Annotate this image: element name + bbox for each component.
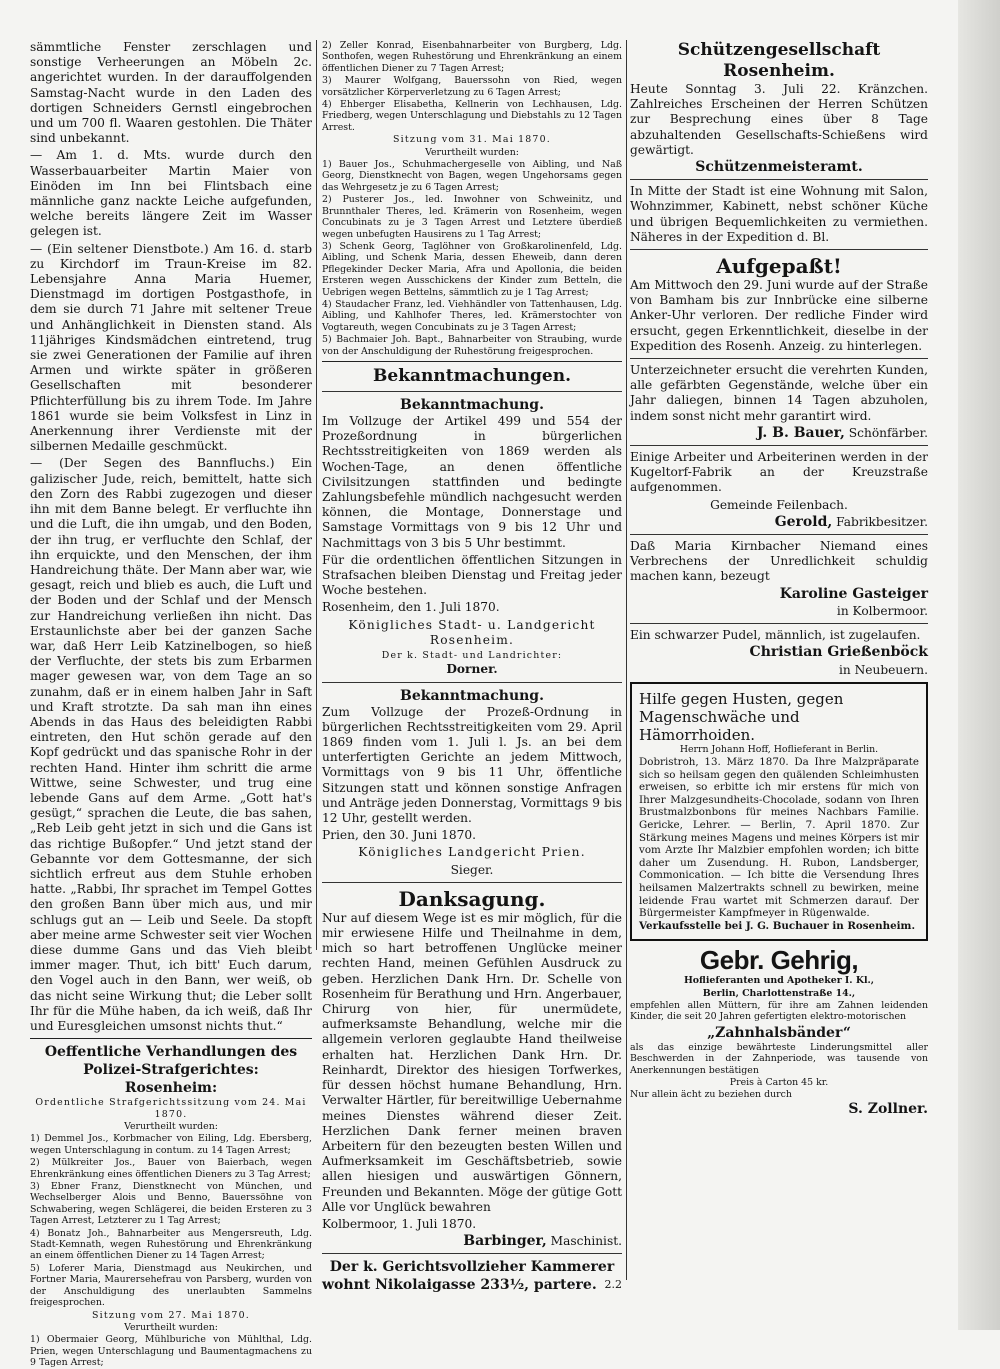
section-divider xyxy=(630,179,928,180)
lost-watch-text: Am Mittwoch den 29. Juni wurde auf der Straße von Bamham bis zur Innbrücke eine silberne Anker-Uhr verloren. Der redliche Finder wird ersucht, gegen Erkenntlichkeit, dieselbe in der Expedition des Rosenh. Anzeig. zu hinterlegen. xyxy=(630,278,928,353)
verdict-item: 2) Mülkreiter Jos., Bauer von Baierbach, wegen Ehrenkränkung eines öffentlichen Dieners zu 3 Tag Arrest; xyxy=(30,1157,312,1180)
gehrig-address: Berlin, Charlottenstraße 14., xyxy=(702,987,856,999)
verdict-item: 3) Ebner Franz, Dienstknecht von München, und Wechselberger Alois und Benno, Bauerssöhne von Schwabering, wegen Schlägerei, die beiden Ersteren zu 3 Tagen Arrest, Letzterer zu 1 Tag Arrest; xyxy=(30,1181,312,1227)
section-divider xyxy=(322,882,622,883)
workers-ad: Einige Arbeiter und Arbeiterinen werden in der Kugeltorf-Fabrik an der Kreuzstraße aufgenommen. xyxy=(630,450,928,495)
section-divider xyxy=(630,249,928,250)
verdict-item: 1) Bauer Jos., Schuhmachergeselle von Aibling, und Naß Georg, Dienstknecht von Bagen, wegen Ungehorsams gegen das Wehrgesetz je zu 6 Tagen Arrest; xyxy=(322,159,622,193)
malt-ad-sale: Verkaufsstelle bei J. G. Buchauer in Rosenheim. xyxy=(639,919,916,932)
malt-ad-box xyxy=(630,682,928,942)
verdict-item: 4) Bonatz Joh., Bahnarbeiter aus Mengersreuth, Ldg. Stadt-Kemnath, wegen Ruhestörung und Ehrenkränkung an einem öffentlichen Diener zu 14 Tagen Arrest; xyxy=(30,1227,312,1262)
thanks-text: Nur auf diesem Wege ist es mir möglich, für die mir erwiesene Hilfe und Theilnahme in dem, mich so hart betroffenen Unglücke meiner rechten Hand, meinen Gefühlen Ausdruck zu geben. Herzlichen Dank Hrn. Dr. Schelle von Rosenheim für Berathung und Hrn. Angerbauer, Chirurg von hier, für unermüdete, aufmerksamste Behandlung, welche mir die allgemein verloren geglaubte Hand theilweise erhalten hat. Herzlichen Dank Hrn. Dr. Reinhardt, Direktor des hiesigen Torfwerkes, für dessen höchst humane Behandlung, Hrn. Verwalter Härtler, für bereitwillige Uebernahme meines Dienstes während dieser Zeit. Herzlichen Dank ferner meinen braven Arbeitern für den bezeugten besten Willen und Aufmerksamkeit im Geschäftsbetrieb, sowie allen hiesigen und auswärtigen Gönnern, Freunden und Bekannten. Möge der gütige Gott Alle vor Unglück bewahren xyxy=(322,910,622,1214)
testimony-place: in Kolbermoor. xyxy=(836,603,928,618)
judge-name: Sieger. xyxy=(450,862,494,877)
signature-role: Schönfärber. xyxy=(848,425,928,440)
ad-number: 2.2 xyxy=(604,1278,622,1292)
bailiff-address xyxy=(322,1276,622,1294)
society-text: Heute Sonntag 3. Juli 22. Kränzchen. Zahlreiches Erscheinen der Herren Schützen zur Besprechung eines über 8 Tage abzuhaltenden Gesellschafts-Schießens wird gewärtigt. xyxy=(630,82,928,157)
news-paragraph: — (Ein seltener Dienstbote.) Am 16. d. starb zu Kirchdorf im Traun-Kreise im 82. Lebensjahre Anna Maria Huemer, Dienstmagd im dortigen Postgasthofe, in dem sie durch 71 Jahre mit seltener Treue und Anhänglichkeit in Diensten stand. Als 11jähriges Kindsmädchen eintretend, trug sie zwei Generationen der Familie auf ihren Armen und wirkte später in größeren Gesellschaften mit besonderer Pflichterfüllung bis zu ihrem Tode. Im Jahre 1861 wurde sie beim Volksfest in Linz in Anerkennung ihrer Verdienste mit der silbernen Medaille geschmückt. xyxy=(30,241,312,454)
session-heading: Sitzung vom 27. Mai 1870. xyxy=(92,1309,250,1321)
malt-ad-text: Dobristroh, 13. März 1870. Da Ihre Malzpräparate sich so heilsam gegen den quälenden Schleimhusten erweisen, so erbitte ich mir erstens für mich von Ihrer Malzgesundheits-Chocolade, sodann von Ihren Brustmalzbonbons für meines Nachbars Familie. Gericke, Lehrer. — Berlin, 7. April 1870. Zur Stärkung meines Magens und meines Körpers ist mir vom Arzte Ihr Malzbier empfohlen worden; ich bitte daher um Zusendung. H. Rubon, Landsberger, Commonication. — Ich bitte die Versendung Ihres heilsamen Malzertrakts schnell zu bewirken, meine leidende Frau wartet mit Schmerzen darauf. Der Bürgermeister Kampfmeyer in Rügenwalde. xyxy=(639,756,919,920)
poodle-place: in Neubeuern. xyxy=(839,662,928,677)
column-rule-1 xyxy=(316,40,317,950)
section-divider xyxy=(630,445,928,446)
verdict-item: 5) Bachmaier Joh. Bapt., Bahnarbeiter von Straubing, wurde von der Anschuldigung der Ruhestörung freigesprochen. xyxy=(322,334,622,357)
section-divider xyxy=(322,361,622,362)
session-heading: Sitzung vom 31. Mai 1870. xyxy=(393,134,551,146)
judge-name: Dorner. xyxy=(446,662,498,677)
gehrig-seller: S. Zollner. xyxy=(848,1100,928,1117)
malt-ad-address: Herrn Johann Hoff, Hoflieferant in Berlin. xyxy=(679,743,879,755)
column-middle xyxy=(322,40,622,1330)
verdict-item: 3) Schenk Georg, Taglöhner von Großkarolinenfeld, Ldg. Aibling, und Schenk Maria, dessen Eheweib, dann deren Pflegekinder Decker Maria, Afra und Apollonia, die beiden Ersteren wegen Ausschickens der Kinder zum Betteln, die Uebrigen wegen Bettelns, sämmtlich zu je 1 Tag Arrest; xyxy=(322,240,622,298)
news-paragraph: — (Der Segen des Bannfluchs.) Ein galizischer Jude, reich, bemittelt, hatte sich den Zorn des Rabbi zugezogen und dieser ihn mit dem Banne belegt. Er verfluchte ihn und die Luft, die ihn umgab, und den Boden, der ihn trug, er verfluchte den Schlaf, der ihn erquickte, und den Menschen, der ihm Handreichung thäte. Der Mann aber war, wie gesagt, reich und blieb es auch, die Luft und der Boden und der Schlaf und der Mensch zur Handreichung verließen ihn nicht. Das Erstaunlichste aber bei der ganzen Sache war, daß Herr Leib Katzinelbogen, so hieß der Verfluchte, der stets bis zum Erbarmen mager gewesen war, von dem Tage an so zunahm, daß er in einem halben Jahr in Saft und Kraft strotzte. Da sah man ihn eines Abends in das Haus des beleidigten Rabbi eintreten, den Hut schön gerade auf den Kopf gedrückt und das spanische Rohr in der rechten Hand. Hinter ihm schritt die arme Wittwe, seine Schwester, und trug eine lebende Gans auf dem Arme. „Gott hat's gesügt,“ sprachen die Leute, die bas sahen, „Reb Leib geht jetzt in sich und die Gans ist das richtige Bußopfer.“ Und jetzt stand der Gebannte vor dem Gottesmanne, der sich sichtlich erfreut aus dem Stuhle erhoben hatte. „Rabbi, Ihr sprachet im Tempel Gottes den großen Bann über mich aus, und mir schlugs gut an — Leib und Seele. Da stopft aber meine arme Schwester seit vier Wochen diese dumme Gans und das Vieh bleibt immer mager. Thut, ich bitt' Euch darum, den Vogel auch in den Bann, wer weiß, ob das nicht seine Wirkung thut; die Leber sollt Ihr für die Mühe haben, da ich weiß, daß Ihr und Euresgleichen umsonst nichts thut.“ xyxy=(30,456,312,1033)
column-left xyxy=(30,40,312,1369)
society-signature: Schützenmeisteramt. xyxy=(695,159,863,176)
section-divider xyxy=(630,623,928,624)
verdict-item: 1) Demmel Jos., Korbmacher von Eiling, Ldg. Ebersberg, wegen Unterschlagung in contum. zu 14 Tagen Arrest; xyxy=(30,1133,312,1156)
verdict-item: 1) Obermaier Georg, Mühlburiche von Mühlthal, Ldg. Prien, wegen Unterschlagung und Baumentagmachens zu 9 Tagen Arrest; xyxy=(30,1334,312,1369)
signature-name: J. B. Bauer, xyxy=(756,424,845,441)
verdict-label: Verurtheilt wurden: xyxy=(425,146,519,158)
column-rule-2 xyxy=(626,40,627,1280)
gehrig-title: Gebr. Gehrig, xyxy=(699,945,859,976)
bailiff-address-text: wohnt Nikolaigasse 233½, partere. xyxy=(322,1277,597,1294)
gehrig-price: Preis à Carton 45 kr. xyxy=(729,1077,829,1089)
announcements-heading: Bekanntmachungen. xyxy=(373,365,571,386)
society-title: Schützengesellschaft Rosenheim. xyxy=(677,40,881,81)
gehrig-product: „Zahnhalsbänder“ xyxy=(707,1024,851,1041)
court-name: Königliches Landgericht Prien. xyxy=(358,845,586,860)
testimony-ad: Daß Maria Kirnbacher Niemand eines Verbrechens der Unredlichkeit schuldig machen kann, bezeugt xyxy=(630,539,928,584)
workers-signature xyxy=(630,515,928,530)
gehrig-only: Nur allein ächt zu beziehen durch xyxy=(630,1089,792,1101)
verdict-item: 2) Pusterer Jos., led. Inwohner von Schweinitz, und Brunnthaler Theres, led. Krämerin von Rosenheim, wegen Concubinats zu je 3 Tagen Arrest und Letztere überdieß wegen unbefugten Hausirens zu 1 Tag Arrest; xyxy=(322,194,622,240)
news-paragraph: sämmtliche Fenster zerschlagen und sonstige Verheerungen an Möbeln 2c. angerichtet wurden. In der darauffolgenden Samstag-Nacht wurde in den Laden des dortigen Schneiders Gernstl eingebrochen und um 700 fl. Waaren gestohlen. Die Thäter sind unbekannt. xyxy=(30,40,312,146)
announcement-date: Rosenheim, den 1. Juli 1870. xyxy=(322,600,500,615)
section-divider xyxy=(630,358,928,359)
bailiff-line: Der k. Gerichtsvollzieher Kammerer xyxy=(329,1259,615,1276)
signature-role: Fabrikbesitzer. xyxy=(836,514,928,529)
thanks-title: Danksagung. xyxy=(398,886,546,911)
malt-ad-title: Hilfe gegen Husten, gegen Magenschwäche und Hämorrhoiden. xyxy=(639,689,844,744)
dyer-ad: Unterzeichneter ersucht die verehrten Kunden, alle gefärbten Gegenstände, welche über ein Jahr daliegen, binnen 14 Tagen abzuholen, indem sonst nicht mehr garantirt wird. xyxy=(630,363,928,423)
gehrig-text: empfehlen allen Müttern, für ihre am Zahnen leidenden Kinder, die seit 20 Jahren gefertigten elektro-motorischen xyxy=(630,1000,928,1023)
police-heading: Oeffentliche Verhandlungen des Polizei-Strafgerichtes: xyxy=(44,1044,298,1079)
verdict-item: 5) Loferer Maria, Dienstmagd aus Neukirchen, und Fortner Maria, Maurersehefrau von Parsberg, wurden von der Anschuldigung des unerlaubten Sammelns freigesprochen. xyxy=(30,1262,312,1309)
verdict-item: 3) Maurer Wolfgang, Bauerssohn von Ried, wegen vorsätzlicher Körperverletzung zu 6 Tagen Arrest; xyxy=(322,75,622,98)
section-divider xyxy=(322,391,622,392)
announcement-date: Prien, den 30. Juni 1870. xyxy=(322,828,476,843)
announcement-text: Für die ordentlichen öffentlichen Sitzungen in Strafsachen bleiben Dienstag und Freitag jeder Woche bestehen. xyxy=(322,552,622,598)
news-paragraph: — Am 1. d. Mts. wurde durch den Wasserbauarbeiter Martin Maier von Einöden im Inn bei Flintsbach eine männliche ganz nackte Leiche aufgefunden, welche bereits längere Zeit im Wasser gelegen ist. xyxy=(30,148,312,239)
poodle-signature: Christian Grießenböck xyxy=(749,644,928,661)
section-divider xyxy=(30,1038,312,1039)
announcement-title: Bekanntmachung. xyxy=(400,687,544,704)
dyer-signature xyxy=(630,426,928,441)
section-divider xyxy=(630,534,928,535)
gehrig-text: als das einzige bewährteste Linderungsmittel aller Beschwerden in der Zahnperiode, was tausende von Anerkennungen bestätigen xyxy=(630,1041,928,1076)
poodle-ad: Ein schwarzer Pudel, männlich, ist zugelaufen. xyxy=(630,628,921,643)
verdict-label: Verurtheilt wurden: xyxy=(124,1121,218,1133)
announcement-title: Bekanntmachung. xyxy=(400,396,544,413)
verdict-item: 2) Zeller Konrad, Eisenbahnarbeiter von Burgberg, Ldg. Sonthofen, wegen Ruhestörung und Ehrenkränkung an einem öffentlichen Diener zu 7 Tagen Arrest; xyxy=(322,40,622,74)
signature-role: Maschinist. xyxy=(550,1234,622,1249)
session-heading: Ordentliche Strafgerichtssitzung vom 24. Mai 1870. xyxy=(35,1097,307,1120)
column-right xyxy=(630,40,928,1315)
thanks-signature xyxy=(322,1234,622,1249)
apartment-ad: In Mitte der Stadt ist eine Wohnung mit Salon, Wohnzimmer, Kabinett, nebst schöner Küche und übrigen Bequemlichkeiten zu vermiethen. Näheres in der Expedition d. Bl. xyxy=(630,184,928,244)
court-name: Königliches Stadt- u. Landgericht Rosenheim. xyxy=(348,617,596,647)
page-edge-shadow xyxy=(958,0,1000,1330)
judge-label: Der k. Stadt- und Landrichter: xyxy=(381,650,563,662)
lost-watch-title: Aufgepaßt! xyxy=(716,254,842,279)
testimony-signature: Karoline Gasteiger xyxy=(779,585,928,602)
gehrig-subtitle: Hoflieferanten und Apotheker I. Kl., xyxy=(683,975,875,987)
verdict-item: 4) Staudacher Franz, led. Viehhändler von Tattenhausen, Ldg. Aibling, und Kahlhofer Theres, led. Krämerstochter von Vogtareuth, wegen Concubinats zu je 3 Tagen Arrest; xyxy=(322,298,622,333)
signature-name: Barbinger, xyxy=(463,1233,547,1250)
verdict-item: 4) Ehberger Elisabetha, Kellnerin von Lechhausen, Ldg. Friedberg, wegen Unterschlagung und Diebstahls zu 12 Tagen Arrest. xyxy=(322,99,622,133)
verdict-label: Verurtheilt wurden: xyxy=(124,1321,218,1333)
workers-place: Gemeinde Feilenbach. xyxy=(710,497,848,512)
police-place: Rosenheim: xyxy=(124,1080,218,1097)
announcement-text: Zum Vollzuge der Prozeß-Ordnung in bürgerlichen Rechtsstreitigkeiten vom 29. April 1869 finden vom 1. Juli l. Js. an bei dem unterfertigten Gerichte an jedem Mittwoch, Vormittags von 9 bis 11 Uhr, öffentliche Sitzungen statt und können sonstige Anfragen und Anträge jeden Donnerstag, Vormittags 9 bis 12 Uhr, gestellt werden. xyxy=(322,704,622,826)
thanks-date: Kolbermoor, 1. Juli 1870. xyxy=(322,1216,477,1231)
section-divider xyxy=(322,682,622,683)
signature-name: Gerold, xyxy=(774,513,833,530)
section-divider xyxy=(322,1253,622,1254)
announcement-text: Im Vollzuge der Artikel 499 und 554 der Prozeßordnung in bürgerlichen Rechtsstreitigkeiten von 1869 werden als Wochen-Tage, an denen öffentliche Civilsitzungen stattfinden und bedingte Zahlungsbefehle mündlich nachgesucht werden können, die Montage, Donnerstage und Samstage Vormittags von 9 bis 12 Uhr und Nachmittags von 3 bis 5 Uhr bestimmt. xyxy=(322,413,622,550)
